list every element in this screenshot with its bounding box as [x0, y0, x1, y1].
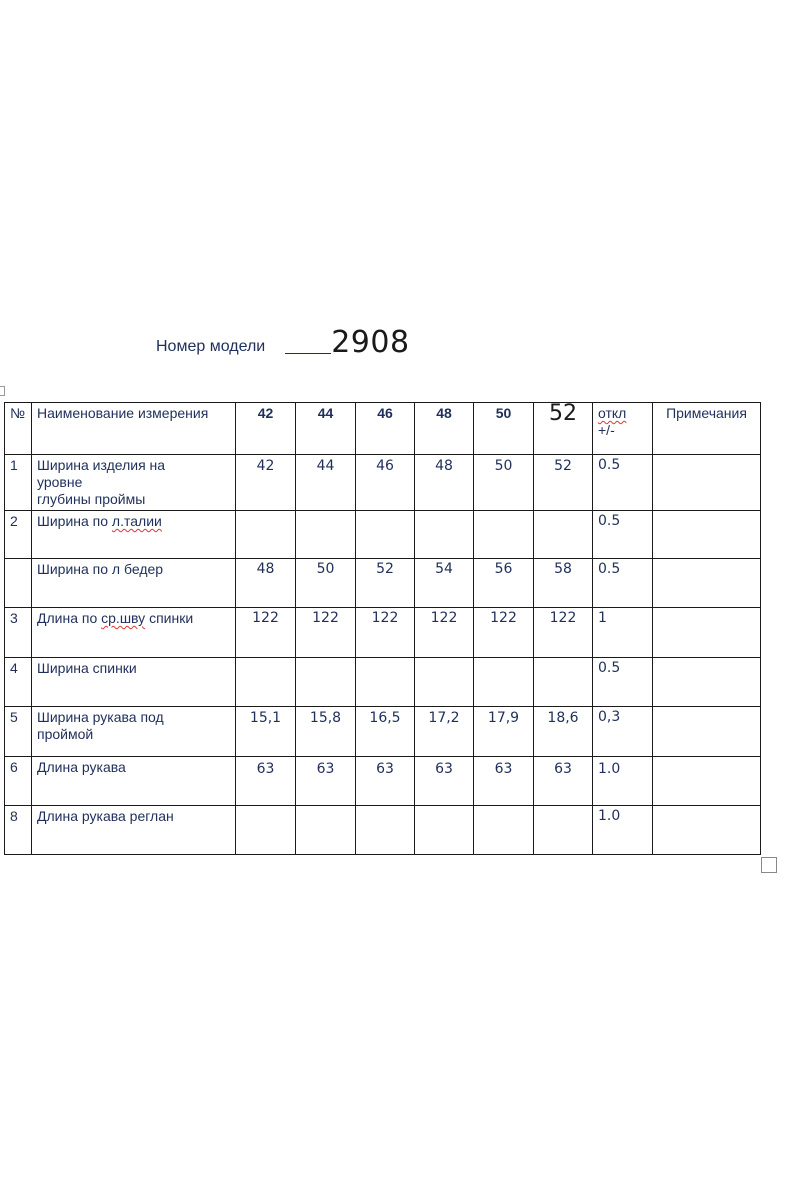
row-notes [653, 806, 761, 855]
header-size: 42 [236, 403, 296, 455]
row-value: 48 [236, 559, 296, 608]
row-value [236, 658, 296, 707]
row-name-line: Ширина рукава под [37, 709, 164, 725]
row-number: 2 [5, 511, 32, 559]
row-notes [653, 707, 761, 757]
row-tolerance: 0.5 [593, 511, 653, 559]
row-notes [653, 511, 761, 559]
table-row [5, 658, 761, 707]
row-value [474, 806, 534, 855]
measurement-table [4, 402, 761, 855]
header-tolerance [593, 403, 653, 455]
row-value: 122 [296, 608, 356, 658]
table-row [5, 455, 761, 511]
row-value: 50 [296, 559, 356, 608]
row-value [534, 511, 593, 559]
row-notes [653, 608, 761, 658]
row-name: Длина рукава реглан [32, 806, 236, 855]
row-tolerance: 0.5 [593, 559, 653, 608]
row-value [474, 511, 534, 559]
row-value: 63 [474, 757, 534, 806]
row-name-line: Ширина изделия на [37, 457, 166, 473]
row-value: 63 [415, 757, 474, 806]
row-value [356, 511, 415, 559]
row-tolerance: 1.0 [593, 806, 653, 855]
row-value: 122 [534, 608, 593, 658]
row-value: 56 [474, 559, 534, 608]
row-value [296, 658, 356, 707]
row-number: 6 [5, 757, 32, 806]
table-row [5, 559, 761, 608]
row-value: 44 [296, 455, 356, 511]
row-name-spellcheck: л.талии [111, 513, 162, 529]
row-value: 52 [534, 455, 593, 511]
row-tolerance: 0.5 [593, 658, 653, 707]
header-size: 52 [534, 403, 593, 455]
row-value: 122 [474, 608, 534, 658]
row-name [32, 707, 236, 757]
row-value [474, 658, 534, 707]
row-value: 58 [534, 559, 593, 608]
row-value: 122 [415, 608, 474, 658]
row-name: Ширина спинки [32, 658, 236, 707]
row-number: 3 [5, 608, 32, 658]
row-value [356, 658, 415, 707]
row-name [32, 608, 236, 658]
row-notes [653, 658, 761, 707]
row-value: 63 [534, 757, 593, 806]
header-size: 46 [356, 403, 415, 455]
row-number: 1 [5, 455, 32, 511]
row-number: 4 [5, 658, 32, 707]
row-tolerance: 1.0 [593, 757, 653, 806]
row-tolerance: 0.5 [593, 455, 653, 511]
header-size: 48 [415, 403, 474, 455]
header-tolerance-word: откл [598, 405, 627, 421]
row-value [415, 511, 474, 559]
table-row [5, 707, 761, 757]
model-number: 2908 [331, 325, 410, 360]
row-name: Ширина по л бедер [32, 559, 236, 608]
table-anchor-icon[interactable] [0, 386, 5, 396]
row-value: 122 [236, 608, 296, 658]
header-size: 44 [296, 403, 356, 455]
table-row [5, 757, 761, 806]
model-label: Номер модели [156, 338, 266, 355]
table-header-row [5, 403, 761, 455]
row-value: 52 [356, 559, 415, 608]
row-value [236, 511, 296, 559]
header-tolerance-sign: +/- [598, 422, 615, 438]
row-number: 8 [5, 806, 32, 855]
header-number: № [5, 403, 32, 455]
row-name [32, 455, 236, 511]
row-value: 17,2 [415, 707, 474, 757]
row-value [296, 806, 356, 855]
row-value [534, 806, 593, 855]
row-value: 46 [356, 455, 415, 511]
row-name: Длина рукава [32, 757, 236, 806]
row-value: 63 [356, 757, 415, 806]
row-value: 63 [296, 757, 356, 806]
row-value [415, 806, 474, 855]
row-value [236, 806, 296, 855]
row-tolerance: 0,3 [593, 707, 653, 757]
row-value: 122 [356, 608, 415, 658]
row-name-line: глубины проймы [37, 491, 146, 507]
row-name [32, 511, 236, 559]
table-row [5, 608, 761, 658]
row-name-spellcheck: ср.шву [101, 610, 146, 626]
row-notes [653, 559, 761, 608]
row-value: 63 [236, 757, 296, 806]
row-tolerance: 1 [593, 608, 653, 658]
row-value: 17,9 [474, 707, 534, 757]
row-number [5, 559, 32, 608]
table-row [5, 511, 761, 559]
header-name: Наименование измерения [32, 403, 236, 455]
row-value: 16,5 [356, 707, 415, 757]
row-value: 54 [415, 559, 474, 608]
row-name-part: Ширина по [37, 513, 112, 529]
header-notes: Примечания [653, 403, 761, 455]
row-value: 15,8 [296, 707, 356, 757]
table-resize-handle[interactable] [761, 857, 777, 873]
row-name-line: уровне [37, 474, 83, 490]
row-number: 5 [5, 707, 32, 757]
row-value [296, 511, 356, 559]
row-notes [653, 757, 761, 806]
row-name-line: проймой [37, 726, 94, 742]
row-value [415, 658, 474, 707]
row-value: 18,6 [534, 707, 593, 757]
row-notes [653, 455, 761, 511]
header-size: 50 [474, 403, 534, 455]
row-value: 42 [236, 455, 296, 511]
model-number-line [156, 326, 410, 360]
table-row [5, 806, 761, 855]
row-value: 15,1 [236, 707, 296, 757]
row-value [534, 658, 593, 707]
row-name-part: спинки [145, 610, 194, 626]
row-value: 50 [474, 455, 534, 511]
model-blank-underline [285, 353, 331, 354]
row-value [356, 806, 415, 855]
row-name-part: Длина по [37, 610, 102, 626]
row-value: 48 [415, 455, 474, 511]
